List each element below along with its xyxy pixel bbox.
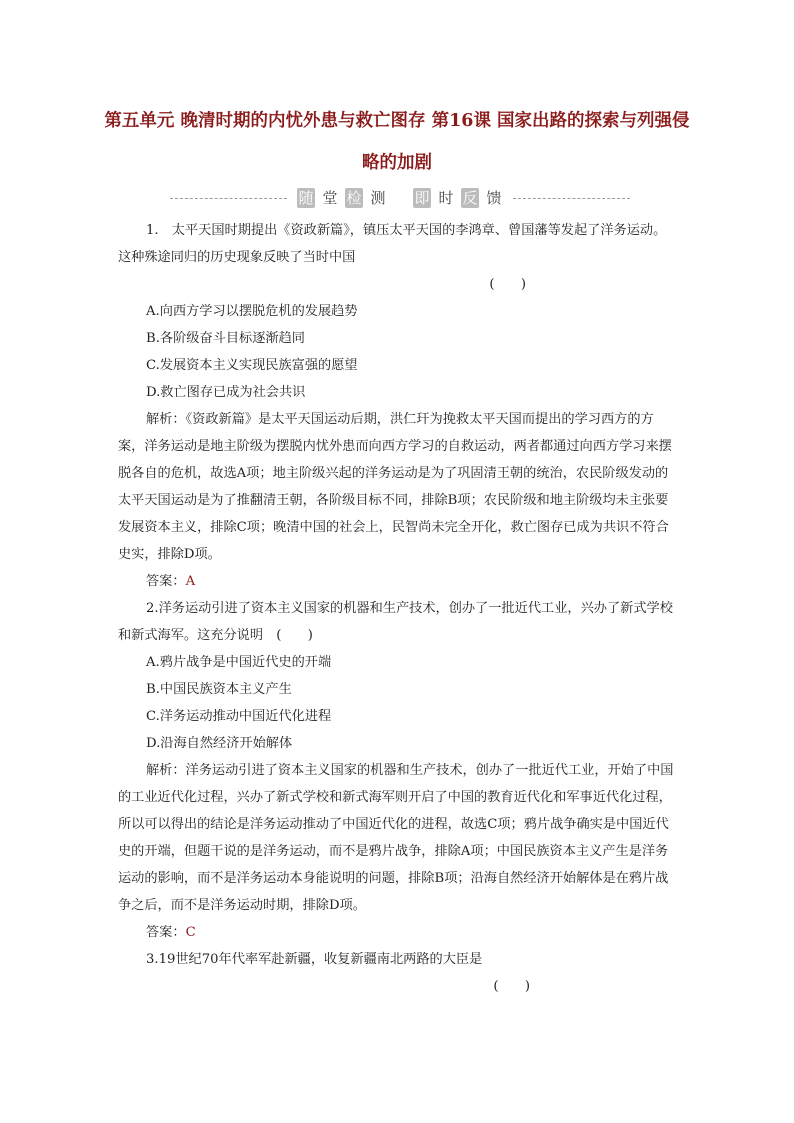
banner-rule-right	[513, 198, 630, 199]
answer-value: A	[185, 574, 196, 589]
question-1-option-a: A.向西方学习以摆脱危机的发展趋势	[146, 304, 358, 319]
question-3-answer-blank: ( )	[493, 979, 530, 994]
answer-value: C	[185, 925, 196, 940]
question-2-option-b: B.中国民族资本主义产生	[146, 682, 292, 697]
banner-rule-left	[170, 198, 287, 199]
question-2-option-d: D.沿海自然经济开始解体	[146, 736, 293, 751]
banner-text	[287, 188, 513, 208]
banner-char: 测	[370, 189, 386, 207]
question-3-stem: 3.19世纪70年代率军赴新疆，收复新疆南北两路的大臣是	[146, 952, 483, 967]
page-title: 第五单元 晚清时期的内忧外患与救亡图存 第16课 国家出路的探索与列强侵略的加剧	[104, 111, 690, 173]
section-banner	[170, 186, 630, 210]
question-2-answer	[118, 919, 676, 946]
banner-char: 堂	[322, 189, 338, 207]
banner-char: 检	[346, 189, 362, 207]
banner-char: 馈	[486, 189, 502, 207]
banner-char: 时	[438, 189, 454, 207]
question-1-option-b: B.各阶级奋斗目标逐渐趋同	[146, 331, 305, 346]
question-1-option-d: D.救亡图存已成为社会共识	[146, 385, 306, 400]
answer-label: 答案：	[146, 925, 186, 940]
question-list	[118, 217, 676, 1000]
question-1-answer	[118, 568, 676, 595]
question-1-analysis: 解析：《资政新篇》是太平天国运动后期，洪仁玕为挽救太平天国而提出的学习西方的方案，洋务运动是地主阶级为摆脱内忧外患而向西方学习的自救运动，两者都通过向西方学习来摆脱各自的危机，故选A项；地主阶级兴起的洋务运动是为了巩固清王朝的统治，农民阶级发动的太平天国运动是为了推翻清王朝，各阶级目标不同，排除B项；农民阶级和地主阶级均未主张要发展资本主义，排除C项；晚清中国的社会上，民智尚未完全开化，救亡图存已成为共识不符合史实，排除D项。	[118, 412, 672, 562]
question-1-stem: 1. 太平天国时期提出《资政新篇》，镇压太平天国的李鸿章、曾国藩等发起了洋务运动。这种殊途同归的历史现象反映了当时中国	[118, 223, 667, 265]
answer-label: 答案：	[146, 574, 186, 589]
banner-char: 随	[298, 189, 314, 207]
question-2-analysis: 解析：洋务运动引进了资本主义国家的机器和生产技术，创办了一批近代工业，开始了中国的工业近代化过程，兴办了新式学校和新式海军则开启了中国的教育近代化和军事近代化过程，所以可以得出的结论是洋务运动推动了中国近代化的进程，故选C项；鸦片战争确实是中国近代史的开端，但题干说的是洋务运动，而不是鸦片战争，排除A项；中国民族资本主义产生是洋务运动的影响，而不是洋务运动本身能说明的问题，排除B项；沿海自然经济开始解体是在鸦片战争之后，而不是洋务运动时期，排除D项。	[118, 763, 674, 913]
banner-char: 即	[414, 189, 430, 207]
question-1-option-c: C.发展资本主义实现民族富强的愿望	[146, 358, 358, 373]
question-1-answer-blank: ( )	[489, 277, 526, 292]
question-2-option-c: C.洋务运动推动中国近代化进程	[146, 709, 332, 724]
question-2-option-a: A.鸦片战争是中国近代史的开端	[146, 655, 332, 670]
question-2-stem: 2.洋务运动引进了资本主义国家的机器和生产技术，创办了一批近代工业，兴办了新式学校和新式海军。这充分说明 ( )	[118, 601, 673, 643]
banner-char: 反	[462, 189, 478, 207]
